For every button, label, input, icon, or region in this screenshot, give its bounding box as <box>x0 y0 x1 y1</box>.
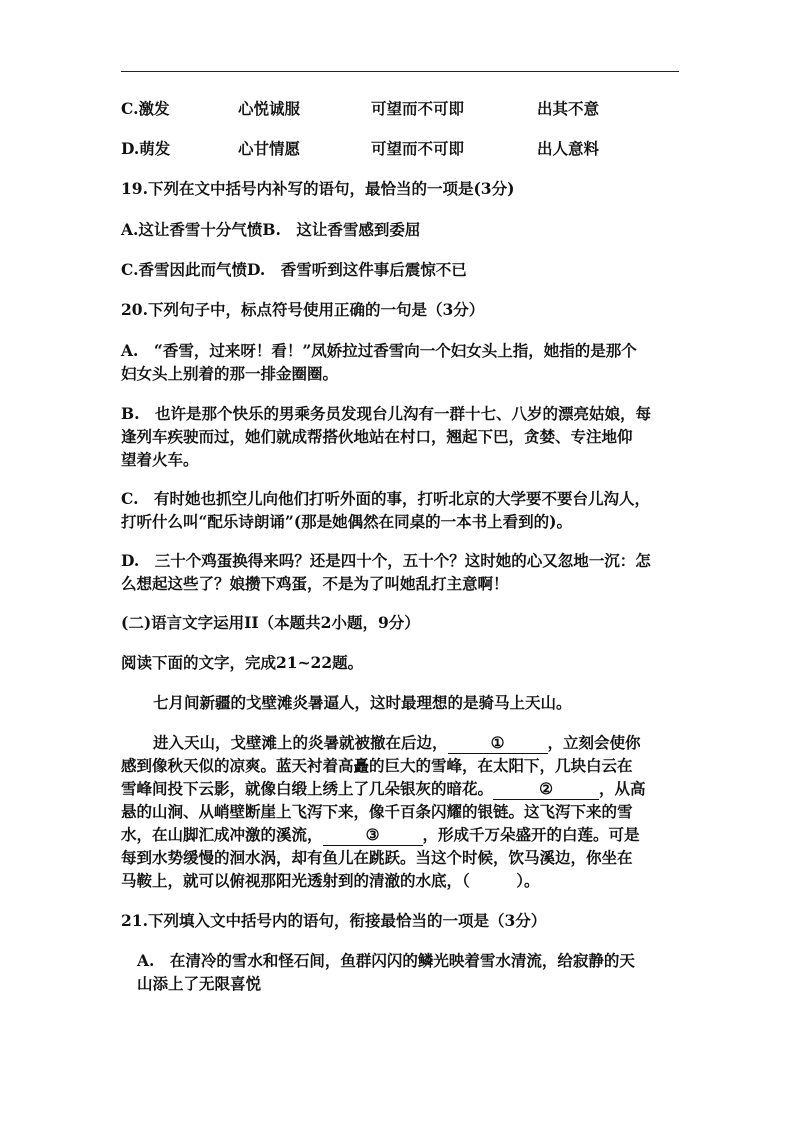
q21-option-a-line1: A. 在清冷的雪水和怪石间，鱼群闪闪的鳞光映着雪水清流，给寂静的天 <box>137 951 635 970</box>
q20-option-c-line1: C. 有时她也抓空儿向他们打听外面的事，打听北京的大学要不要台儿沟人， <box>121 489 650 508</box>
header-rule <box>121 71 679 72</box>
option-c-word4: 出其不意 <box>537 99 600 118</box>
passage-line-5-end: ，形成千万朵盛开的白莲。可是 <box>422 825 640 844</box>
option-d-word4: 出人意料 <box>537 139 600 158</box>
q20-stem: 20.下列句子中，标点符号使用正确的一句是（3分） <box>121 300 485 319</box>
passage-line-1-start: 进入天山，戈壁滩上的炎暑就被撤在后边， <box>153 733 448 752</box>
section-instruction: 阅读下面的文字，完成21~22题。 <box>121 653 364 672</box>
q19-stem: 19.下列在文中括号内补写的语句，最恰当的一项是(3分) <box>121 179 515 198</box>
passage-line-5-start: 水，在山脚汇成冲激的溪流， <box>121 825 323 844</box>
q20-option-b-line1: B. 也许是那个快乐的男乘务员发现台儿沟有一群十七、八岁的漂亮姑娘，每 <box>121 404 651 423</box>
q20-option-b-line3: 望着火车。 <box>121 450 199 469</box>
q20-option-c-line2: 打听什么叫“配乐诗朗诵”(那是她偶然在同桌的一本书上看到的)。 <box>121 512 573 531</box>
q19-options-cd: C.香雪因此而气愤D. 香雪听到这件事后震惊不已 <box>121 260 467 279</box>
q19-options-ab: A.这让香雪十分气愤B. 这让香雪感到委屈 <box>121 220 421 239</box>
passage-line-5 <box>121 825 640 846</box>
passage-line-7: 马鞍上，就可以俯视那阳光透射到的清澈的水底，（ ）。 <box>121 871 540 890</box>
q21-stem: 21.下列填入文中括号内的语句，衔接最恰当的一项是（3分） <box>121 911 547 930</box>
q20-option-d-line2: 么想起这些了？娘攒下鸡蛋，不是为了叫她乱打主意啊！ <box>121 574 509 593</box>
q20-option-d-line1: D. 三十个鸡蛋换得来吗？还是四十个，五十个？这时她的心又忽地一沉：怎 <box>121 551 651 570</box>
passage-line-1 <box>153 733 641 754</box>
passage-line-6: 每到水势缓慢的洄水涡，却有鱼儿在跳跃。当这个时候，饮马溪边，你坐在 <box>121 848 633 867</box>
option-c-label: C.激发 <box>121 99 170 118</box>
passage-line-2: 感到像秋天似的凉爽。蓝天衬着高矗的巨大的雪峰，在太阳下，几块白云在 <box>121 756 633 775</box>
blank-2: ② <box>493 779 599 800</box>
passage-line-4: 悬的山涧、从峭壁断崖上飞泻下来，像千百条闪耀的银链。这飞泻下来的雪 <box>121 802 633 821</box>
passage-line-1-end: ，立刻会使你 <box>547 733 641 752</box>
option-c-word2: 心悦诚服 <box>238 99 301 118</box>
passage-paragraph-1: 七月间新疆的戈壁滩炎暑逼人，这时最理想的是骑马上天山。 <box>153 693 572 712</box>
q20-option-b-line2: 逢列车疾驶而过，她们就成帮搭伙地站在村口，翘起下巴，贪婪、专注地仰 <box>121 427 633 446</box>
option-c-word3: 可望而不可即 <box>371 99 465 118</box>
q21-option-a-line2: 山添上了无限喜悦 <box>137 974 262 993</box>
q20-option-a-line1: A. “香雪，过来呀！看！”凤娇拉过香雪向一个妇女头上指，她指的是那个 <box>121 341 637 360</box>
blank-1: ① <box>448 733 548 754</box>
section-title: (二)语言文字运用II（本题共2小题，9分） <box>121 613 420 632</box>
passage-line-3-start: 雪峰间投下云影，就像白缎上绣上了几朵银灰的暗花。 <box>121 779 494 798</box>
blank-3: ③ <box>323 825 423 846</box>
passage-line-3 <box>121 779 646 800</box>
option-d-label: D.萌发 <box>121 139 171 158</box>
q20-option-a-line2: 妇女头上别着的那一排金圈圈。 <box>121 364 339 383</box>
passage-line-3-end: ，从高 <box>599 779 646 798</box>
option-d-word2: 心甘情愿 <box>238 139 301 158</box>
option-d-word3: 可望而不可即 <box>371 139 465 158</box>
